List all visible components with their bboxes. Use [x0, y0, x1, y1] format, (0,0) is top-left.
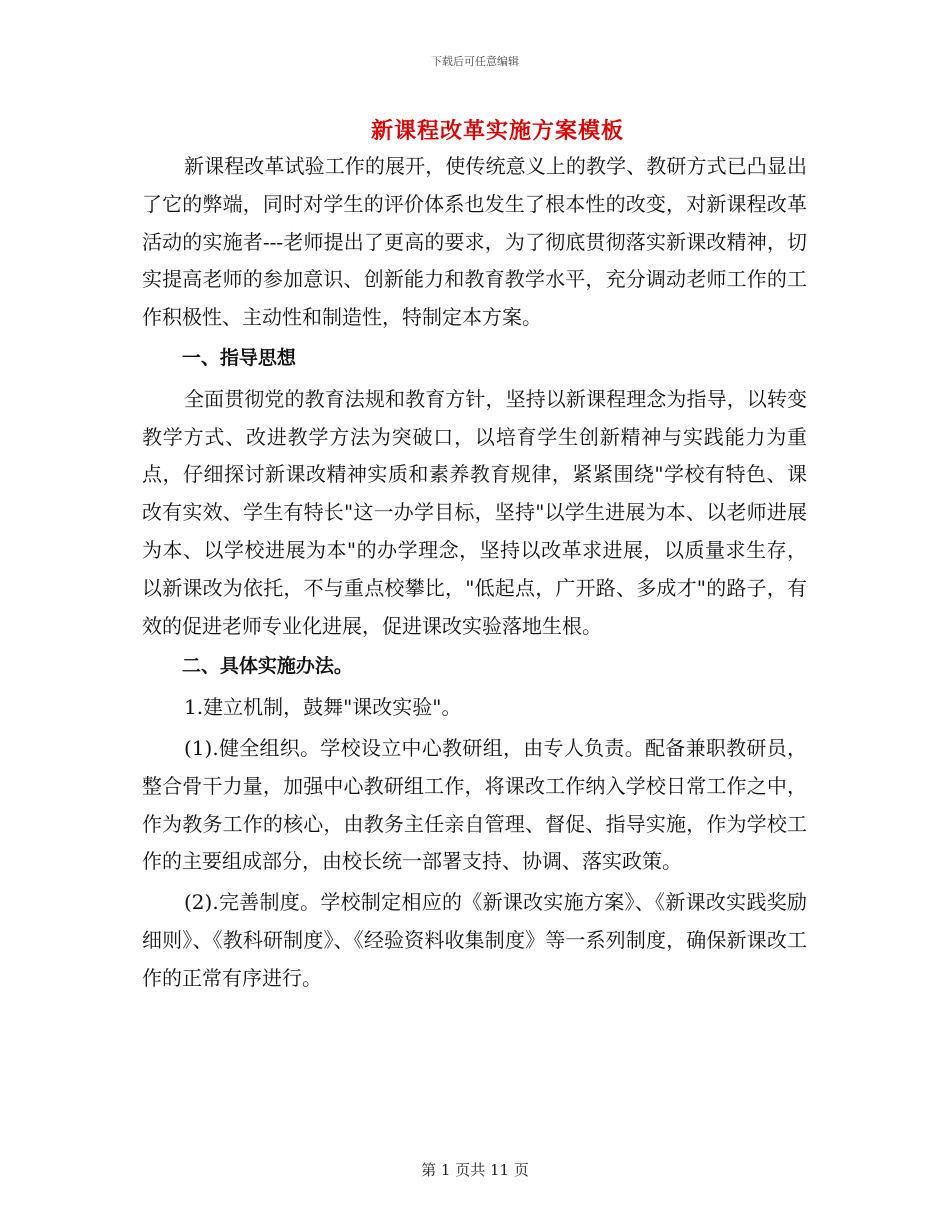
- page-footer: 第 1 页共 11 页: [421, 1161, 529, 1179]
- guiding-paragraph: 全面贯彻党的教育法规和教育方针，坚持以新课程理念为指导，以转变教学方式、改进教学方法为突破口，以培育学生创新精神与实践能力为重点，仔细探讨新课改精神实质和素养教育规律，紧紧围绕"学校有特色、课改有实效、学生有特长"这一办学目标，坚持"以学生进展为本、以老师进展为本、以学校进展为本"的办学理念，坚持以改革求进展，以质量求生存，以新课改为依托，不与重点校攀比，"低起点，广开路、多成才"的路子，有效的促进老师专业化进展，促进课改实验落地生根。: [142, 386, 807, 638]
- item-1-1: (1).健全组织。学校设立中心教研组，由专人负责。配备兼职教研员，整合骨干力量，加强中心教研组工作，将课改工作纳入学校日常工作之中，作为教务工作的核心，由教务主任亲自管理、督促、指导实施，作为学校工作的主要组成部分，由校长统一部署支持、协调、落实政策。: [142, 735, 807, 874]
- document-title: 新课程改革实施方案模板: [370, 119, 624, 144]
- intro-paragraph: 新课程改革试验工作的展开，使传统意义上的教学、教研方式已凸显出了它的弊端，同时对学生的评价体系也发生了根本性的改变，对新课程改革活动的实施者---老师提出了更高的要求，为了彻底贯彻落实新课改精神，切实提高老师的参加意识、创新能力和教育教学水平，充分调动老师工作的工作积极性、主动性和制造性，特制定本方案。: [142, 154, 807, 330]
- document-body: [142, 148, 807, 998]
- header-note: 下载后可任意编辑: [431, 55, 519, 68]
- section-heading-implementation: 二、具体实施办法。: [181, 655, 353, 678]
- item-1: 1.建立机制，鼓舞"课改实验"。: [184, 695, 462, 720]
- section-heading-guiding: 一、指导思想: [181, 346, 296, 369]
- item-1-2: (2).完善制度。学校制定相应的《新课改实施方案》、《新课改实践奖励细则》、《教科研制度》、《经验资料收集制度》等一系列制度，确保新课改工作的正常有序进行。: [142, 890, 807, 990]
